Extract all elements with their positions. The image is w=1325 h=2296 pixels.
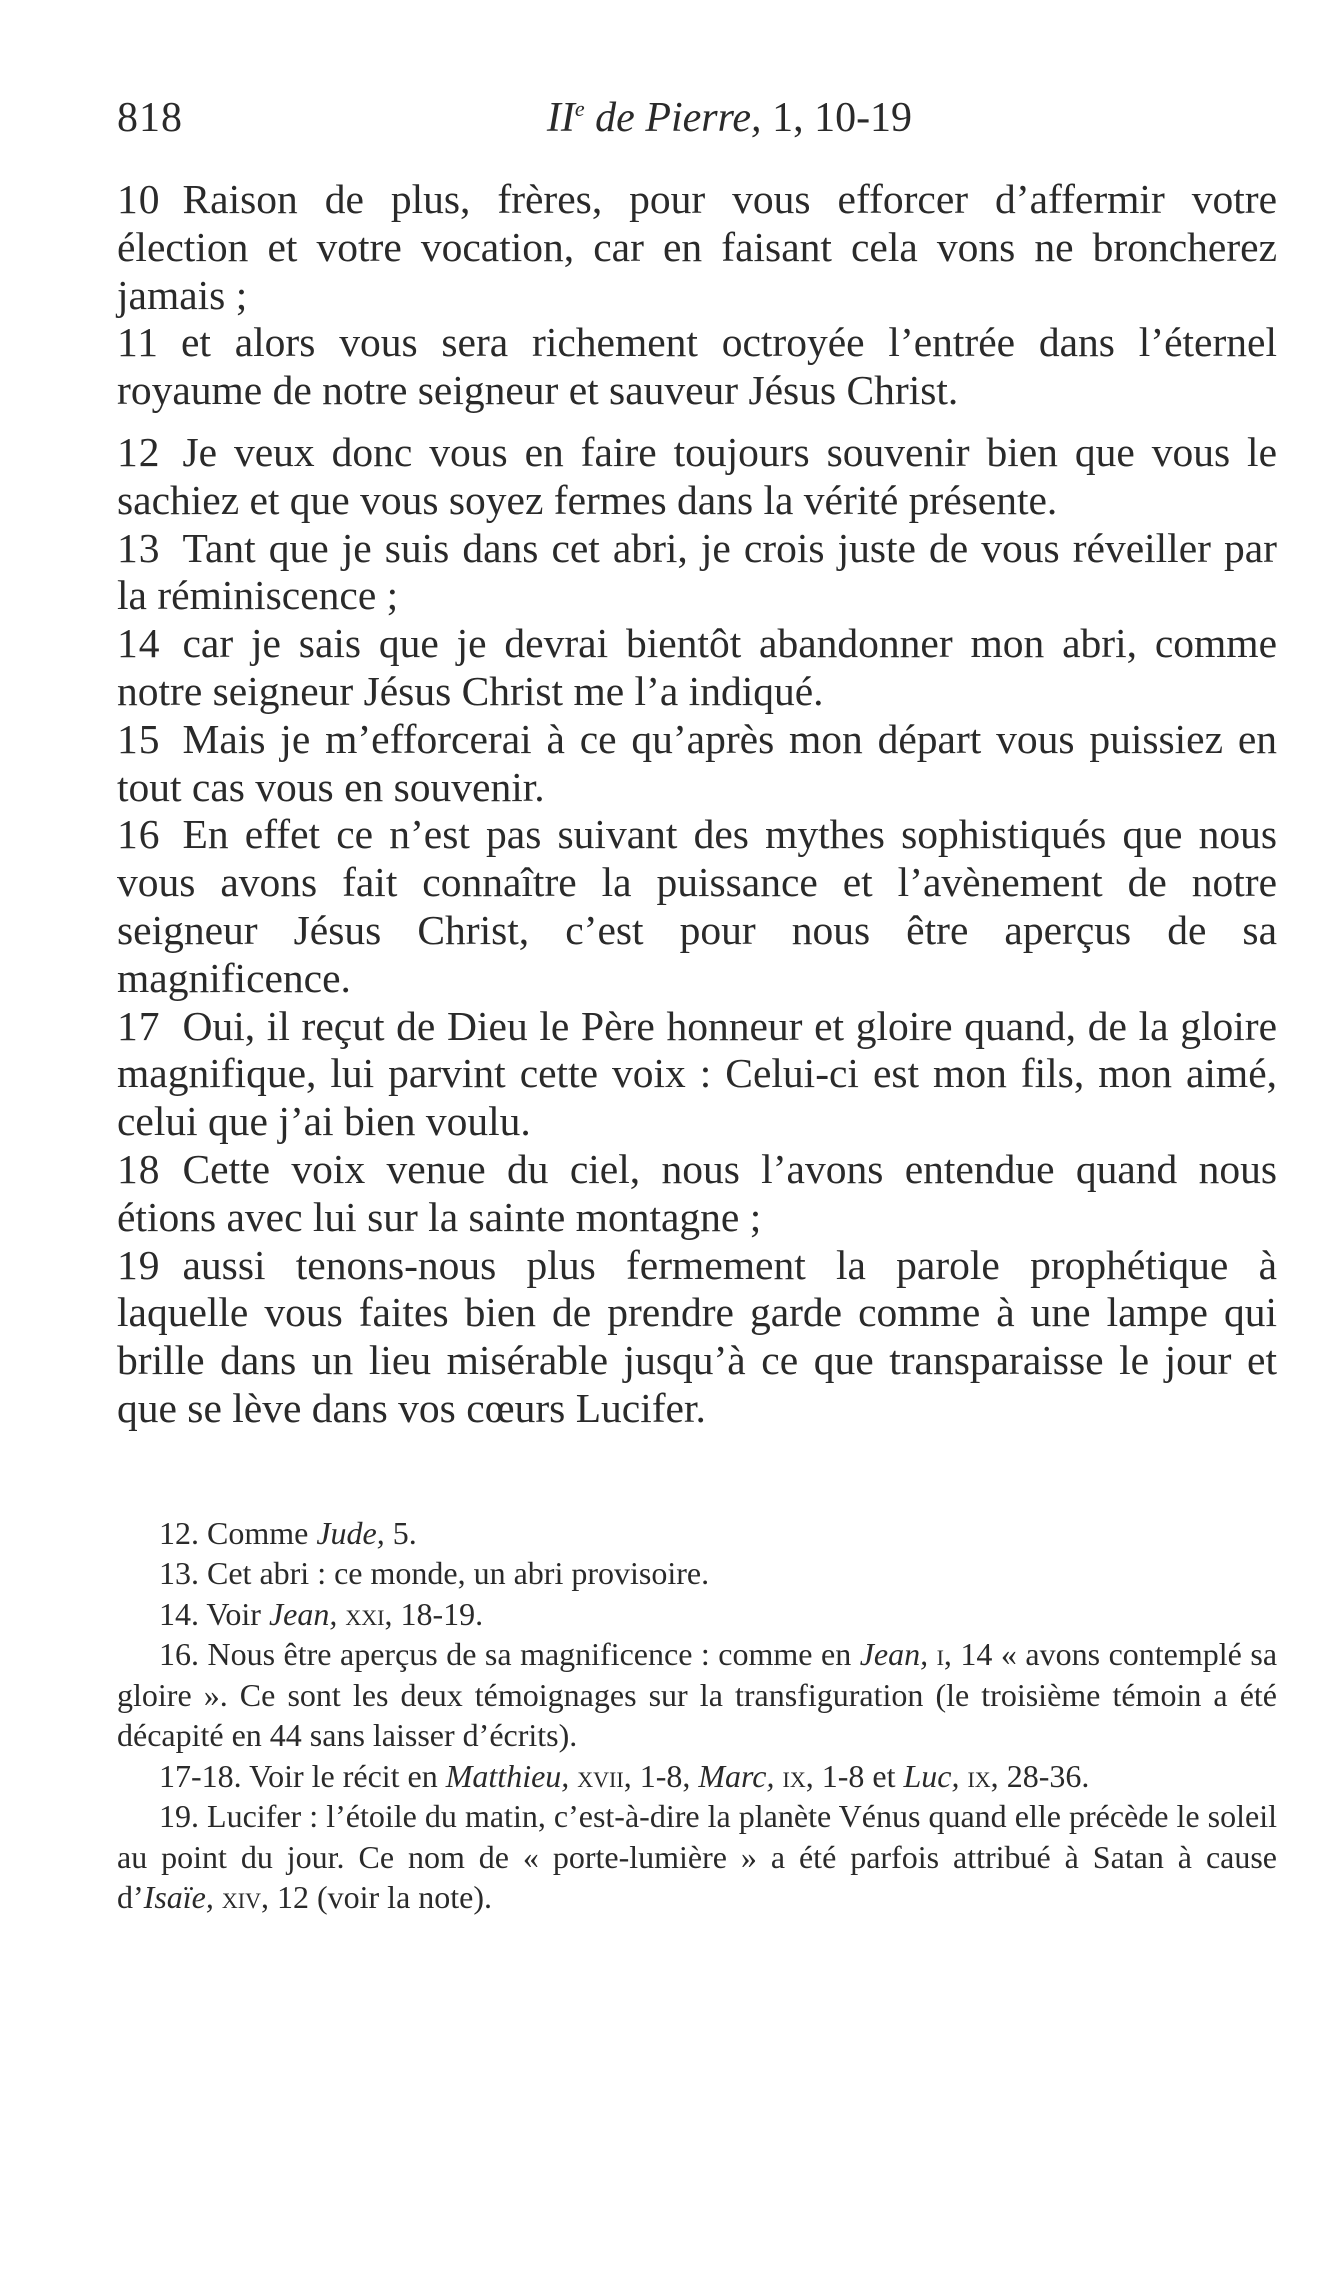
verse-17: 17 Oui, il reçut de Dieu le Père honneur et gloire quand, de la gloire magnifique, lui parvint cette voix : Celui-ci est mon fils, mon aimé, celui que j’ai bien voulu. xyxy=(117,1002,1277,1145)
verse-11: 11 et alors vous sera richement octroyée l’entrée dans l’éternel royaume de notre seigneur et sauveur Jésus Christ. xyxy=(117,319,1277,414)
note-17-18: 17-18. Voir le récit en Matthieu, xvii, 1-8, Marc, ix, 1-8 et Luc, ix, 28-36. xyxy=(159,1757,1090,1794)
scripture-text xyxy=(117,176,1277,1433)
note-12: 12. Comme Jude, 5. xyxy=(159,1514,417,1551)
book-page xyxy=(117,72,1277,1918)
verse-15: 15 Mais je m’efforcerai à ce qu’après mon départ vous puissiez en tout cas vous en souvenir. xyxy=(117,715,1277,810)
verse-18: 18 Cette voix venue du ciel, nous l’avons entendue quand nous étions avec lui sur la sainte montagne ; xyxy=(117,1145,1277,1240)
verse-10: 10 Raison de plus, frères, pour vous efforcer d’affermir votre élection et votre vocation, car en faisant cela vons ne broncherez jamais ; xyxy=(117,176,1277,318)
verse-16: 16 En effet ce n’est pas suivant des mythes sophistiqués que nous vous avons fait connaître la puissance et l’avènement de notre seigneur Jésus Christ, c’est pour nous être aperçus de sa magnificence. xyxy=(117,811,1277,1001)
page-number: 818 xyxy=(117,95,183,141)
note-19: 19. Lucifer : l’étoile du matin, c’est-à-dire la planète Vénus quand elle précède le soleil au point du jour. Ce nom de « porte-lumière » a été parfois attribué à Satan à cause d’Isaïe, xiv, 12 (voir la note). xyxy=(117,1798,1277,1916)
verse-13: 13 Tant que je suis dans cet abri, je crois juste de vous réveiller par la réminiscence ; xyxy=(117,524,1277,619)
note-13: 13. Cet abri : ce monde, un abri provisoire. xyxy=(159,1555,710,1592)
verse-12: 12 Je veux donc vous en faire toujours souvenir bien que vous le sachiez et que vous soyez fermes dans la vérité présente. xyxy=(117,428,1277,523)
note-14: 14. Voir Jean, xxi, 18-19. xyxy=(159,1595,484,1632)
chapter-verse-range: 1, 10-19 xyxy=(772,95,913,141)
running-header xyxy=(117,72,1277,146)
verse-19: 19 aussi tenons-nous plus fermement la parole prophétique à laquelle vous faites bien de prendre garde comme à une lampe qui brille dans un lieu misérable jusqu’à ce que transparaisse le jour et que se lève dans vos cœurs Lucifer. xyxy=(117,1241,1277,1431)
footnotes xyxy=(117,1513,1277,1918)
note-16: 16. Nous être aperçus de sa magnificence : comme en Jean, i, 14 « avons contemplé sa gloire ». Ce sont les deux témoignages sur la transfiguration (le troisième témoin a été décapité en 44 sans laisser d’écrits). xyxy=(117,1636,1278,1754)
verse-14: 14 car je sais que je devrai bientôt abandonner mon abri, comme notre seigneur Jésus Christ me l’a indiqué. xyxy=(117,620,1277,714)
running-title: IIe de Pierre, 1, 10-19 xyxy=(546,95,913,141)
